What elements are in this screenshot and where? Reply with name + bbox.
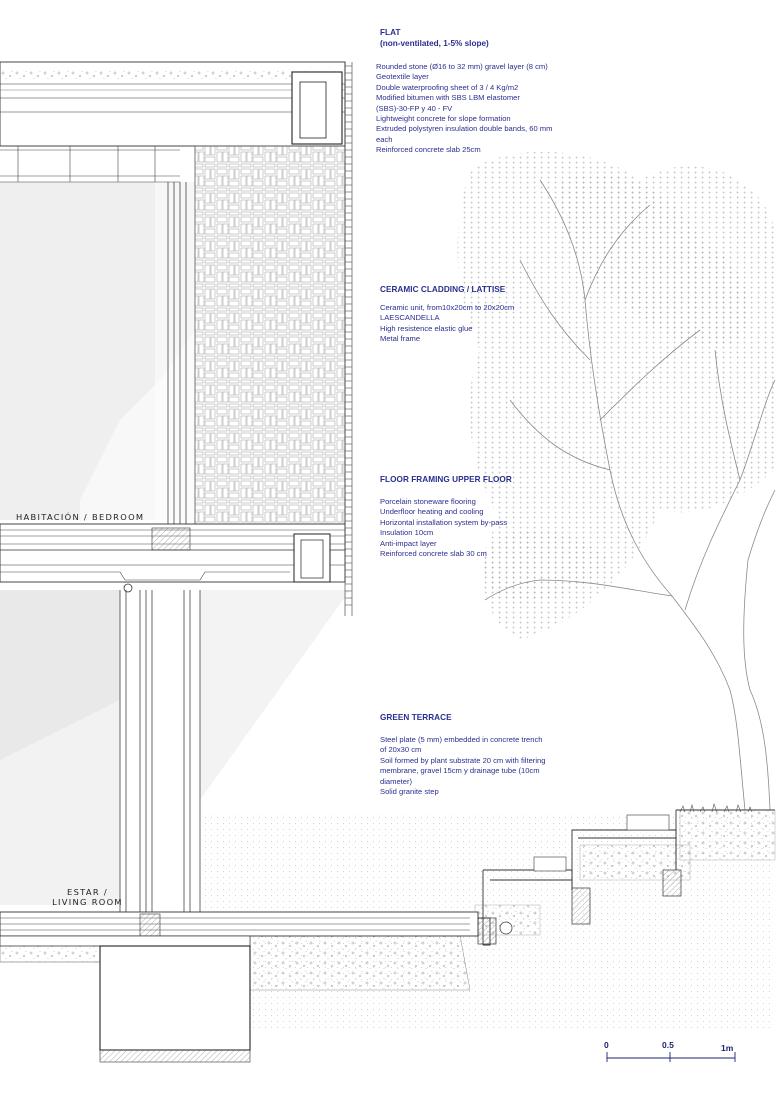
note-item: Double waterproofing sheet of 3 / 4 Kg/m2	[376, 82, 519, 92]
scale-label-half: 0.5	[662, 1040, 674, 1050]
note-item: of 20x30 cm	[380, 745, 422, 755]
note-item: Insulation 10cm	[380, 528, 434, 538]
note-item: Extruded polystyren insulation double bands, 60 mm	[376, 124, 553, 134]
note-item: Metal frame	[380, 334, 421, 344]
note-flat-subtitle: (non-ventilated, 1-5% slope)	[380, 39, 489, 48]
note-green-terrace	[380, 713, 545, 797]
note-ceramic-cladding	[380, 285, 514, 345]
scale-label-one: 1m	[721, 1043, 734, 1053]
room-label-bedroom: HABITACIÓN / BEDROOM	[16, 512, 145, 522]
note-item: Horizontal installation system by-pass	[380, 517, 508, 527]
note-item: Steel plate (5 mm) embedded in concrete trench	[380, 735, 543, 744]
note-item: Underfloor heating and cooling	[380, 507, 484, 517]
note-item: High resistence elastic glue	[380, 323, 473, 333]
note-terrace-title: GREEN TERRACE	[380, 713, 452, 722]
note-item: Solid granite step	[380, 787, 439, 797]
note-flat-title: FLAT	[380, 28, 401, 37]
note-item: diameter)	[380, 776, 413, 786]
note-item: LAESCANDELLA	[380, 313, 440, 323]
scale-label-zero: 0	[604, 1040, 609, 1050]
note-item: Porcelain stoneware flooring	[380, 497, 476, 506]
note-item: Modified bitumen with SBS LBM elastomer	[376, 93, 520, 103]
note-item: Soil formed by plant substrate 20 cm with filtering	[380, 755, 546, 765]
note-item: membrane, gravel 15cm y drainage tube (10cm	[380, 766, 540, 776]
note-item: Lightweight concrete for slope formation	[376, 114, 511, 124]
note-ceramic-title: CERAMIC CLADDING / LATTISE	[380, 285, 506, 294]
room-label-living	[40, 887, 135, 907]
note-item: each	[376, 134, 393, 144]
note-item: (SBS)-30-FP y 40 - FV	[376, 103, 453, 113]
note-item: Reinforced concrete slab 25cm	[376, 145, 481, 155]
note-flat-roof	[376, 28, 553, 156]
room-label-living-line2: LIVING ROOM	[52, 897, 123, 907]
note-item: Reinforced concrete slab 30 cm	[380, 549, 487, 559]
note-item: Rounded stone (Ø16 to 32 mm) gravel layer (8 cm)	[376, 62, 548, 71]
building-section	[0, 62, 478, 1062]
note-item: Anti-impact layer	[380, 538, 437, 548]
note-floor-title: FLOOR FRAMING UPPER FLOOR	[380, 475, 512, 484]
note-item: Geotextile layer	[376, 72, 429, 82]
note-floor-framing	[380, 475, 512, 559]
room-label-living-line1: ESTAR /	[67, 887, 108, 897]
note-item: Ceramic unit, from10x20cm to 20x20cm	[380, 303, 515, 312]
scale-bar	[607, 1052, 735, 1062]
